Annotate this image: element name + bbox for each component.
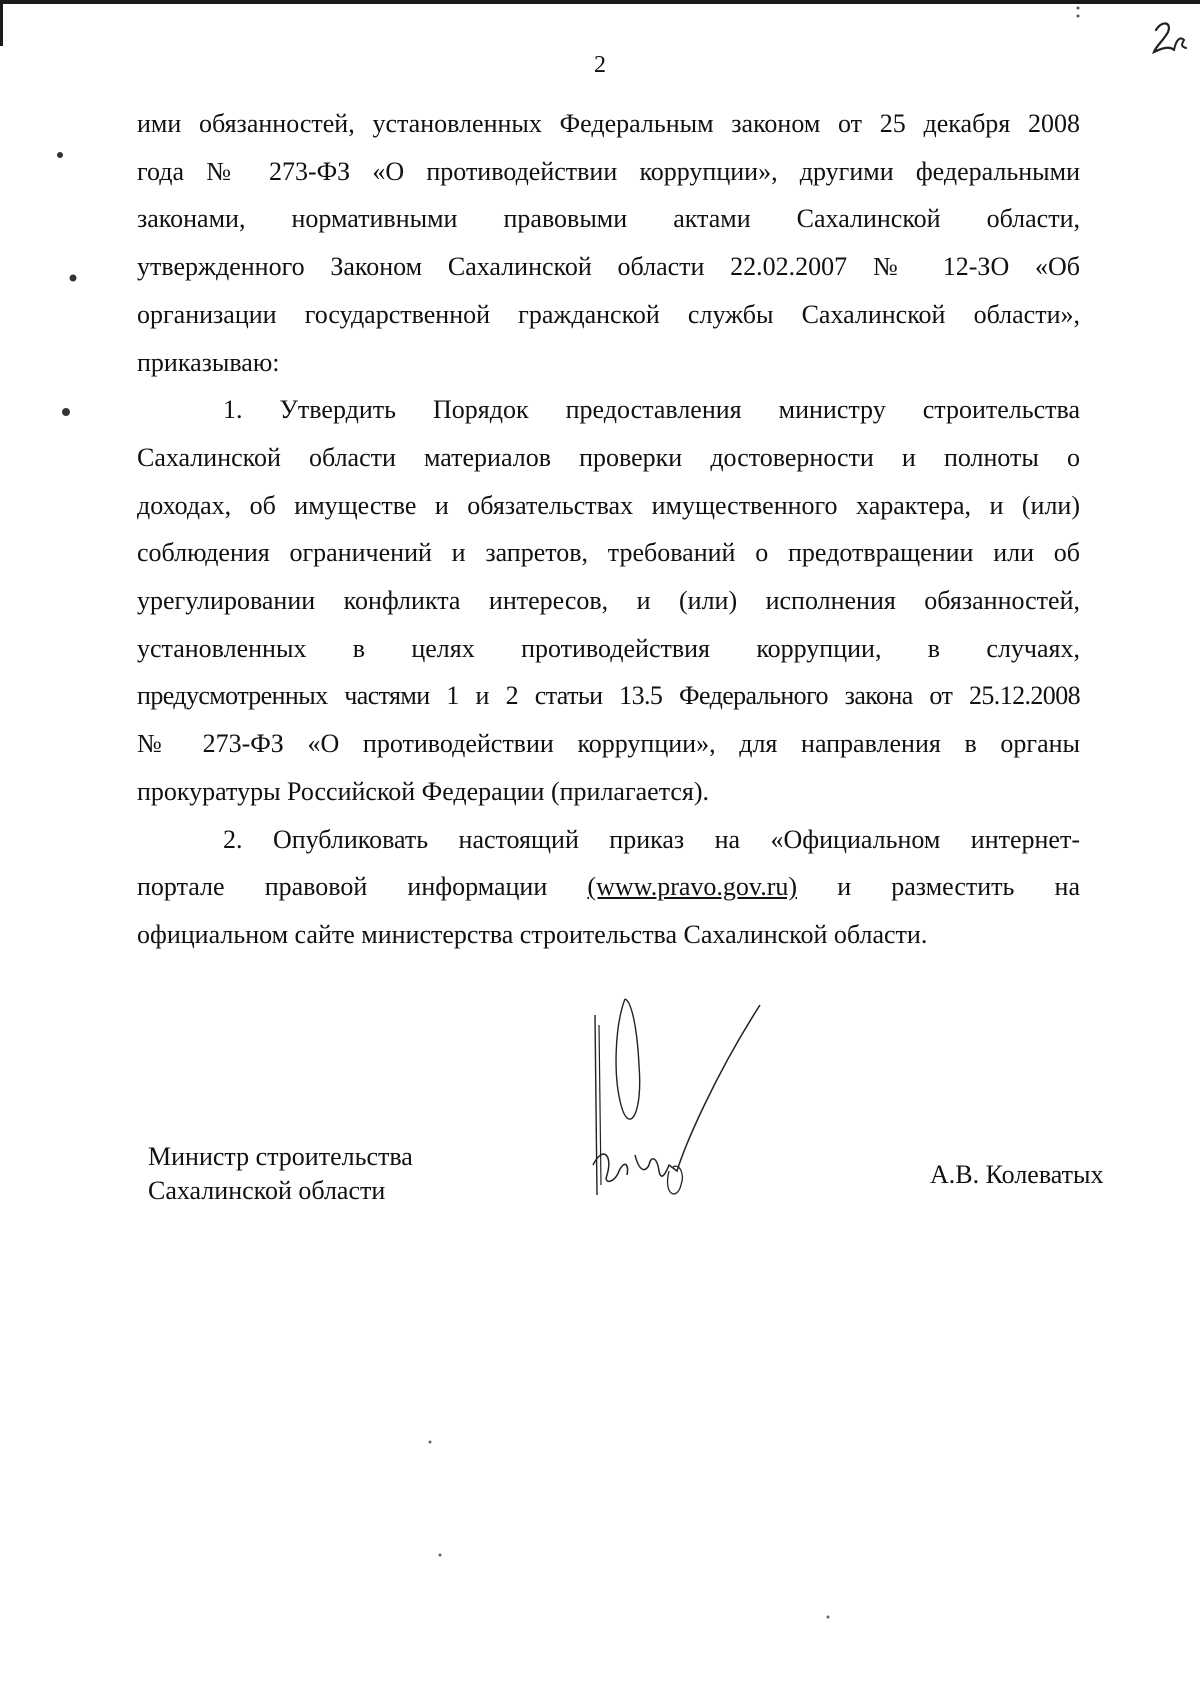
text-line: 2. Опубликовать настоящий приказ на «Официальном интернет- bbox=[223, 824, 1080, 854]
handwritten-signature bbox=[585, 995, 785, 1205]
paragraph-item-1 bbox=[137, 386, 1080, 815]
text-line: официальном сайте министерства строительства Сахалинской области. bbox=[137, 919, 928, 949]
text-line: урегулировании конфликта интересов, и (или) исполнения обязанностей, bbox=[137, 586, 1080, 616]
handwritten-page-mark bbox=[1150, 16, 1190, 60]
text-line: прокуратуры Российской Федерации (прилагается). bbox=[137, 776, 710, 806]
pravo-link[interactable]: (www.pravo.gov.ru) bbox=[587, 872, 798, 902]
text-line: доходах, об имуществе и обязательствах имущественного характера, и (или) bbox=[137, 490, 1080, 520]
text-line: Сахалинской области материалов проверки достоверности и полноты о bbox=[137, 442, 1080, 472]
paragraph-preamble bbox=[137, 100, 1080, 386]
signatory-title bbox=[148, 1140, 413, 1208]
document-body bbox=[137, 100, 1080, 959]
text-line: организации государственной гражданской службы Сахалинской области», bbox=[137, 299, 1080, 329]
text-line: 1. Утвердить Порядок предоставления министру строительства bbox=[223, 395, 1080, 425]
text-line: года № 273-ФЗ «О противодействии коррупции», другими федеральными bbox=[137, 156, 1080, 186]
text-line: соблюдения ограничений и запретов, требований о предотвращении или об bbox=[137, 538, 1080, 568]
text-line: предусмотренных частями 1 и 2 статьи 13.5 Федерального закона от 25.12.2008 bbox=[137, 681, 1080, 711]
top-border-line bbox=[0, 0, 1200, 4]
text-line: № 273-ФЗ «О противодействии коррупции», для направления в органы bbox=[137, 729, 1080, 759]
page-number: 2 bbox=[594, 52, 606, 78]
left-border-line bbox=[0, 0, 3, 46]
signatory-title-line: Сахалинской области bbox=[148, 1176, 386, 1205]
text-line: ими обязанностей, установленных Федеральным законом от 25 декабря 2008 bbox=[137, 109, 1080, 138]
text-line: утвержденного Законом Сахалинской области 22.02.2007 № 12-ЗО «Об bbox=[137, 252, 1080, 282]
signatory-name: А.В. Колеватых bbox=[930, 1160, 1104, 1189]
text-line: установленных в целях противодействия коррупции, в случаях, bbox=[137, 633, 1080, 663]
text-fragment: и разместить на bbox=[837, 872, 1080, 902]
text-line: приказываю: bbox=[137, 347, 280, 377]
text-line bbox=[137, 863, 1080, 911]
signatory-title-line: Министр строительства bbox=[148, 1142, 413, 1171]
paragraph-item-2 bbox=[137, 816, 1080, 959]
text-fragment: портале правовой информации bbox=[137, 872, 548, 902]
text-line: законами, нормативными правовыми актами Сахалинской области, bbox=[137, 204, 1080, 234]
